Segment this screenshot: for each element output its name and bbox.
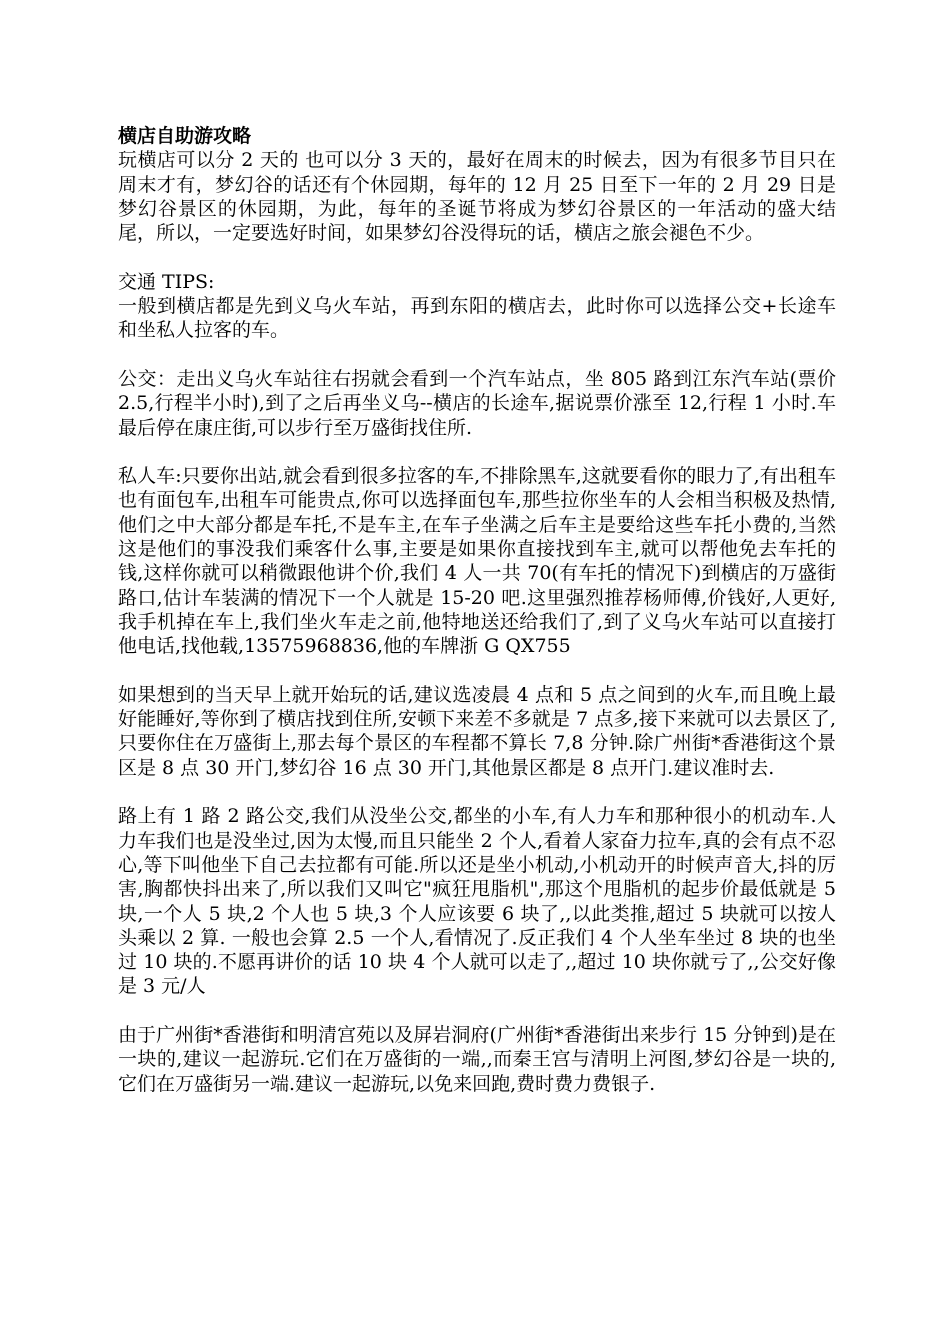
traffic-intro-paragraph: 一般到横店都是先到义乌火车站，再到东阳的横店去，此时你可以选择公交+长途车和坐私人拉客的车。 [118,295,836,342]
paragraph-gap [118,343,836,367]
document-title: 横店自助游攻略 [118,125,252,147]
traffic-heading: 交通 TIPS: [118,270,215,293]
paragraph-gap [118,245,836,269]
paragraph-gap [118,440,836,464]
bus-paragraph: 公交：走出义乌火车站往右拐就会看到一个汽车站点，坐 805 路到江东汽车站(票价 2.5,行程半小时),到了之后再坐义乌--横店的长途车,据说票价涨至 12,行程 1 小时.车最后停在康庄街,可以步行至万盛街找住所. [118,367,836,439]
scenic-route-paragraph: 由于广州街*香港街和明清宫苑以及屏岩洞府(广州街*香港街出来步行 15 分钟到)是在一块的,建议一起游玩.它们在万盛街的一端,,而秦王宫与清明上河图,梦幻谷是一块的,它们在万盛街另一端.建议一起游玩,以免来回跑,费时费力费银子. [118,1023,836,1095]
intro-paragraph: 玩横店可以分 2 天的 也可以分 3 天的，最好在周末的时候去，因为有很多节目只在周末才有，梦幻谷的话还有个休园期，每年的 12 月 25 日至下一年的 2 月 29 日是梦幻谷景区的休园期，为此，每年的圣诞节将成为梦幻谷景区的一年活动的盛大结尾，所以，一定要选好时间，如果梦幻谷没得玩的话，横店之旅会褪色不少。 [118,149,836,245]
document-page [118,124,836,1096]
paragraph-gap [118,780,836,804]
paragraph-gap [118,659,836,683]
paragraph-gap [118,999,836,1023]
private-car-paragraph: 私人车:只要你出站,就会看到很多拉客的车,不排除黑车,这就要看你的眼力了,有出租车也有面包车,出租车可能贵点,你可以选择面包车,那些拉你坐车的人会相当积极及热情,他们之中大部分都是车托,不是车主,在车子坐满之后车主是要给这些车托小费的,当然这是他们的事没我们乘客什么事,主要是如果你直接找到车主,就可以帮他免去车托的钱,这样你就可以稍微跟他讲个价,我们 4 人一共 70(有车托的情况下)到横店的万盛街路口,估计车装满的情况下一个人就是 15-20 吧.这里强烈推荐杨师傅,价钱好,人更好,我手机掉在车上,我们坐火车走之前,他特地送还给我们了,到了义乌火车站可以直接打他电话,找他载,13575968836,他的车牌浙 G QX755 [118,465,836,658]
local-transport-paragraph: 路上有 1 路 2 路公交,我们从没坐公交,都坐的小车,有人力车和那种很小的机动车.人力车我们也是没坐过,因为太慢,而且只能坐 2 个人,看着人家奋力拉车,真的会有点不忍心,等下叫他坐下自己去拉都有可能.所以还是坐小机动,小机动开的时候声音大,抖的厉害,胸都快抖出来了,所以我们又叫它"疯狂甩脂机",那这个甩脂机的起步价最低就是 5 块,一个人 5 块,2 个人也 5 块,3 个人应该要 6 块了,,以此类推,超过 5 块就可以按人头乘以 2 算. 一般也会算 2.5 一个人,看情况了.反正我们 4 个人坐车坐过 8 块的也坐过 10 块的.不愿再讲价的话 10 块 4 个人就可以走了,,超过 10 块你就亏了,,公交好像是 3 元/人 [118,805,836,998]
timing-paragraph: 如果想到的当天早上就开始玩的话,建议选凌晨 4 点和 5 点之间到的火车,而且晚上最好能睡好,等你到了横店找到住所,安顿下来差不多就是 7 点多,接下来就可以去景区了,只要你住在万盛街上,那去每个景区的车程都不算长 7,8 分钟.除广州街*香港街这个景区是 8 点 30 开门,梦幻谷 16 点 30 开门,其他景区都是 8 点开门.建议准时去. [118,683,836,779]
